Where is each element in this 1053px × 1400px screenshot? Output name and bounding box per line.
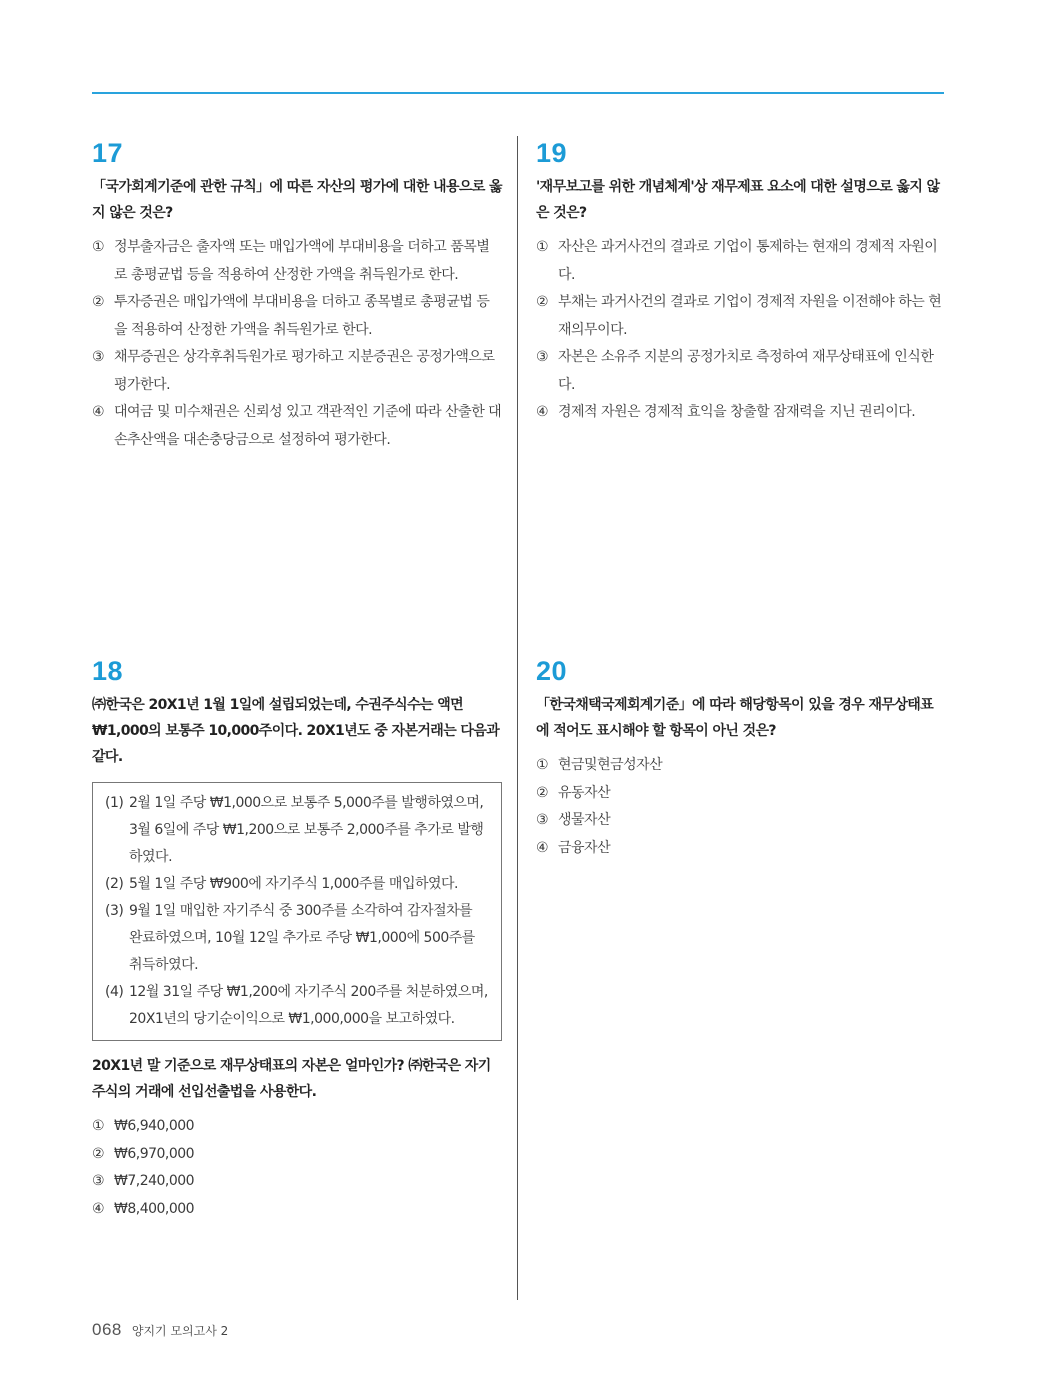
option-list bbox=[536, 234, 946, 427]
option-text: ₩7,240,000 bbox=[114, 1173, 195, 1189]
option-marker: ① bbox=[536, 239, 549, 255]
option-marker: ④ bbox=[536, 404, 549, 420]
question-number: 19 bbox=[536, 138, 568, 168]
option-marker: ② bbox=[536, 294, 549, 310]
question-17 bbox=[92, 138, 502, 454]
option-marker: ② bbox=[92, 294, 105, 310]
option-text: ₩6,970,000 bbox=[114, 1145, 195, 1162]
option-text: 정부출자금은 출자액 또는 매입가액에 부대비용을 더하고 품목별로 총평균법 등을 적용하여 산정한 가액을 취득원가로 한다. bbox=[114, 239, 490, 283]
option-marker: ④ bbox=[92, 404, 105, 420]
option-text: 부채는 과거사건의 결과로 기업이 경제적 자원을 이전해야 하는 현재의무이다. bbox=[558, 294, 942, 338]
option-list bbox=[536, 752, 946, 862]
question-text: ㈜한국은 20X1년 1월 1일에 설립되었는데, 수권주식수는 액면 ₩1,000의 보통주 10,000주이다. 20X1년도 중 자본거래는 다음과 같다. bbox=[92, 697, 500, 765]
option-4[interactable] bbox=[92, 1196, 502, 1224]
page-number: 068 bbox=[92, 1320, 122, 1339]
option-1[interactable] bbox=[536, 752, 946, 780]
option-text: ₩6,940,000 bbox=[114, 1118, 195, 1134]
question-20 bbox=[536, 656, 946, 862]
option-text: 유동자산 bbox=[558, 784, 611, 801]
option-2[interactable] bbox=[92, 1141, 502, 1169]
box-item-marker: (2) bbox=[105, 876, 124, 892]
option-1[interactable] bbox=[92, 234, 502, 289]
option-marker: ② bbox=[536, 784, 549, 801]
box-item-text: 2월 1일 주당 ₩1,000으로 보통주 5,000주를 발행하였으며, 3월 6일에 주당 ₩1,200으로 보통주 2,000주를 추가로 발행하였다. bbox=[129, 795, 484, 865]
box-item-text: 9월 1일 매입한 자기주식 중 300주를 소각하여 감자절차를 완료하였으며, 10월 12일 추가로 주당 ₩1,000에 500주를 취득하였다. bbox=[129, 903, 475, 973]
option-text: 현금및현금성자산 bbox=[558, 757, 663, 773]
option-marker: ③ bbox=[536, 812, 549, 828]
transaction-box bbox=[92, 782, 502, 1041]
question-text: 「한국채택국제회계기준」에 따라 해당항목이 있을 경우 재무상태표에 적어도 표시해야 할 항목이 아닌 것은? bbox=[536, 697, 934, 739]
box-item-3 bbox=[105, 898, 489, 979]
question-text: 「국가회계기준에 관한 규칙」에 따른 자산의 평가에 대한 내용으로 옳지 않은 것은? bbox=[92, 179, 502, 221]
option-marker: ④ bbox=[92, 1200, 105, 1217]
option-marker: ③ bbox=[92, 1173, 105, 1189]
option-4[interactable] bbox=[92, 399, 502, 454]
option-text: 대여금 및 미수채권은 신뢰성 있고 객관적인 기준에 따라 산출한 대손추산액을 대손충당금으로 설정하여 평가한다. bbox=[114, 404, 502, 448]
header-rule bbox=[92, 92, 944, 94]
question-number: 17 bbox=[92, 138, 124, 168]
option-text: ₩8,400,000 bbox=[114, 1200, 195, 1217]
page-footer bbox=[92, 1320, 228, 1340]
sub-question-text: 20X1년 말 기준으로 재무상태표의 자본은 얼마인가? ㈜한국은 자기주식의 거래에 선입선출법을 사용한다. bbox=[92, 1058, 491, 1100]
option-1[interactable] bbox=[92, 1113, 502, 1141]
question-text: '재무보고를 위한 개념체계'상 재무제표 요소에 대한 설명으로 옳지 않은 것은? bbox=[536, 179, 940, 221]
box-item-1 bbox=[105, 790, 489, 871]
box-item-marker: (3) bbox=[105, 903, 124, 919]
option-2[interactable] bbox=[536, 780, 946, 808]
option-3[interactable] bbox=[536, 807, 946, 835]
box-item-2 bbox=[105, 871, 489, 898]
question-number: 20 bbox=[536, 656, 568, 686]
question-number: 18 bbox=[92, 656, 124, 686]
question-18 bbox=[92, 656, 502, 1223]
option-marker: ④ bbox=[536, 839, 549, 856]
option-text: 자본은 소유주 지분의 공정가치로 측정하여 재무상태표에 인식한다. bbox=[558, 349, 934, 393]
option-text: 생물자산 bbox=[558, 812, 611, 828]
option-text: 투자증권은 매입가액에 부대비용을 더하고 종목별로 총평균법 등을 적용하여 산정한 가액을 취득원가로 한다. bbox=[114, 294, 490, 338]
box-item-marker: (1) bbox=[105, 795, 124, 811]
option-4[interactable] bbox=[536, 399, 946, 427]
column-divider bbox=[517, 136, 518, 1300]
option-list bbox=[92, 1113, 502, 1223]
option-text: 자산은 과거사건의 결과로 기업이 통제하는 현재의 경제적 자원이다. bbox=[558, 239, 938, 283]
option-text: 경제적 자원은 경제적 효익을 창출할 잠재력을 지닌 권리이다. bbox=[558, 404, 916, 420]
option-marker: ① bbox=[92, 1118, 105, 1134]
box-item-marker: (4) bbox=[105, 984, 124, 1000]
option-marker: ② bbox=[92, 1145, 105, 1162]
option-marker: ① bbox=[536, 757, 549, 773]
option-list bbox=[92, 234, 502, 454]
option-marker: ① bbox=[92, 239, 105, 255]
option-text: 채무증권은 상각후취득원가로 평가하고 지분증권은 공정가액으로 평가한다. bbox=[114, 349, 495, 393]
option-marker: ③ bbox=[536, 349, 549, 365]
option-3[interactable] bbox=[92, 344, 502, 399]
option-1[interactable] bbox=[536, 234, 946, 289]
option-text: 금융자산 bbox=[558, 839, 611, 856]
option-2[interactable] bbox=[92, 289, 502, 344]
book-title: 양지기 모의고사 2 bbox=[131, 1324, 229, 1338]
option-2[interactable] bbox=[536, 289, 946, 344]
question-19 bbox=[536, 138, 946, 427]
option-marker: ③ bbox=[92, 349, 105, 365]
box-item-4 bbox=[105, 979, 489, 1033]
option-3[interactable] bbox=[92, 1168, 502, 1196]
option-3[interactable] bbox=[536, 344, 946, 399]
box-item-text: 12월 31일 주당 ₩1,200에 자기주식 200주를 처분하였으며, 20X1년의 당기순이익으로 ₩1,000,000을 보고하였다. bbox=[129, 984, 488, 1027]
option-4[interactable] bbox=[536, 835, 946, 863]
box-item-text: 5월 1일 주당 ₩900에 자기주식 1,000주를 매입하였다. bbox=[129, 876, 458, 892]
